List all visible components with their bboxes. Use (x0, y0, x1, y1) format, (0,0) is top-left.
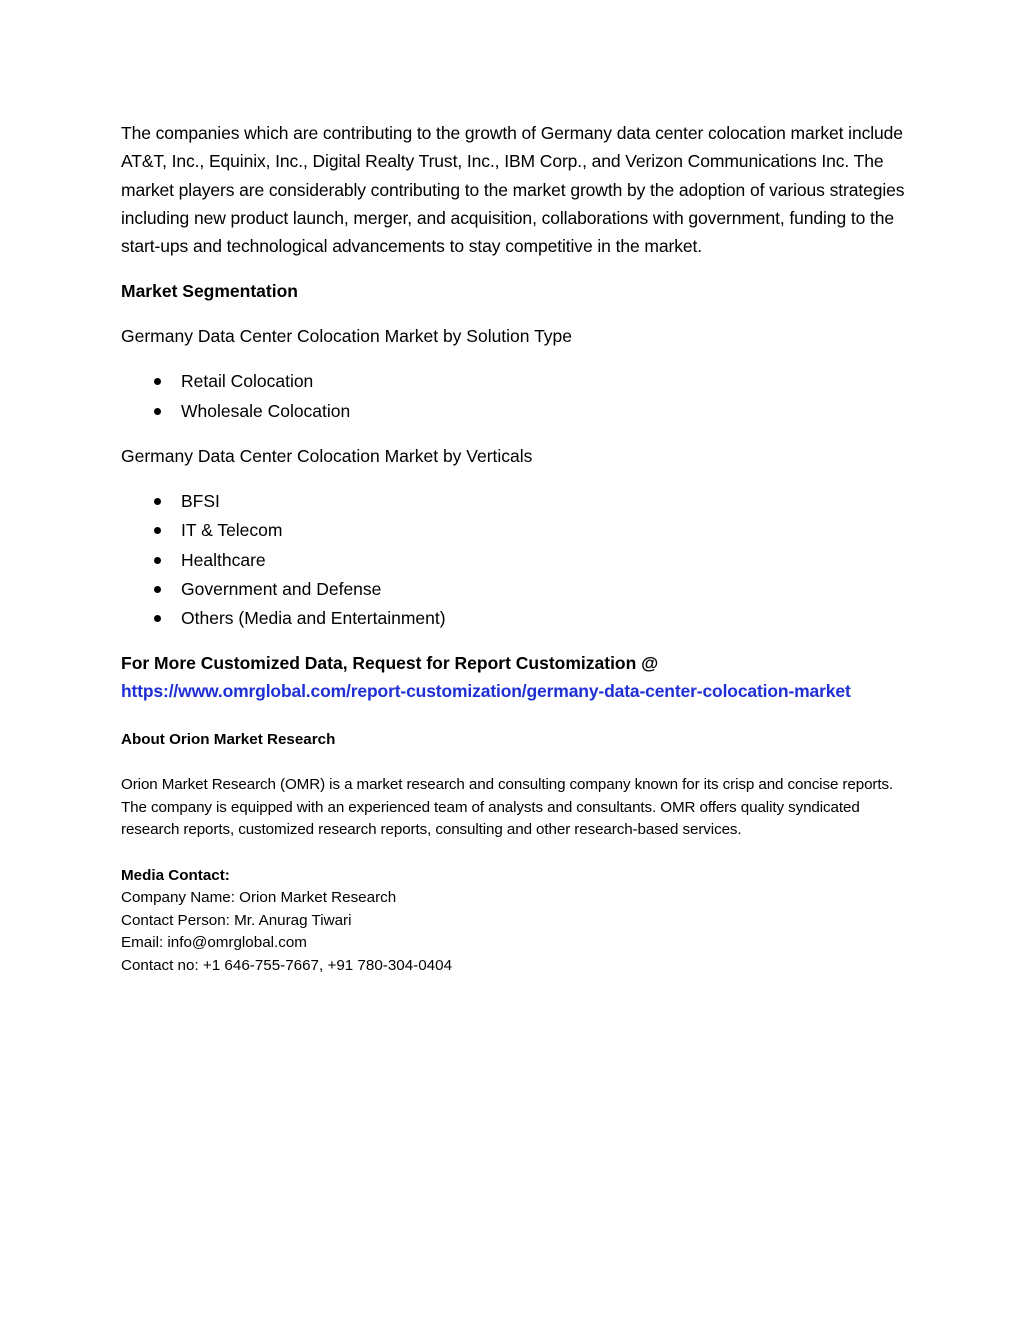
phone-line: Contact no: +1 646-755-7667, +91 780-304-0404 (121, 956, 453, 974)
list-item (121, 367, 911, 396)
list-item-label: IT & Telecom (181, 520, 283, 541)
bullet-icon (154, 378, 161, 385)
list-item-label: Wholesale Colocation (181, 400, 351, 421)
list-item-label: Retail Colocation (181, 371, 314, 392)
list-item (121, 575, 911, 604)
list-item (121, 516, 911, 545)
bullet-icon (154, 586, 161, 593)
about-paragraph: Orion Market Research (OMR) is a market research and consulting company known for its crisp and concise reports. The company is equipped with an experienced team of analysts and consultants. OMR offers quality syndicated research reports, customized research reports, consulting and other research-based services. (121, 776, 894, 839)
list-item (121, 487, 911, 516)
bullet-icon (154, 498, 161, 505)
list-item (121, 546, 911, 575)
list-item-label: Healthcare (181, 549, 266, 570)
bullet-icon (154, 527, 161, 534)
customization-cta-text: For More Customized Data, Request for Report Customization @ (121, 652, 659, 673)
media-contact-heading: Media Contact: (121, 866, 230, 884)
intro-paragraph: The companies which are contributing to the growth of Germany data center colocation market include AT&T, Inc., Equinix, Inc., Digital Realty Trust, Inc., IBM Corp., and Verizon Communications Inc. The market players are considerably contributing to the market growth by the adoption of various strategies including new product launch, merger, and acquisition, collaborations with government, funding to the start-ups and technological advancements to stay competitive in the market. (121, 123, 905, 257)
bullet-icon (154, 408, 161, 415)
list-item (121, 604, 911, 633)
market-segmentation-heading: Market Segmentation (121, 281, 298, 302)
verticals-title: Germany Data Center Colocation Market by Verticals (121, 446, 533, 467)
report-customization-link[interactable]: https://www.omrglobal.com/report-customization/germany-data-center-colocation-market (121, 680, 851, 701)
verticals-list (121, 487, 911, 633)
list-item-label: BFSI (181, 491, 220, 512)
media-contact-block (121, 865, 911, 978)
list-item-label: Others (Media and Entertainment) (181, 608, 446, 629)
solution-type-list (121, 367, 911, 426)
solution-type-title: Germany Data Center Colocation Market by Solution Type (121, 326, 573, 347)
list-item (121, 397, 911, 426)
email-line[interactable]: Email: info@omrglobal.com (121, 934, 307, 952)
bullet-icon (154, 557, 161, 564)
document-page (121, 119, 911, 977)
bullet-icon (154, 615, 161, 622)
list-item-label: Government and Defense (181, 578, 382, 599)
about-heading: About Orion Market Research (121, 730, 336, 748)
contact-person-line: Contact Person: Mr. Anurag Tiwari (121, 911, 352, 929)
company-name-line: Company Name: Orion Market Research (121, 889, 397, 907)
